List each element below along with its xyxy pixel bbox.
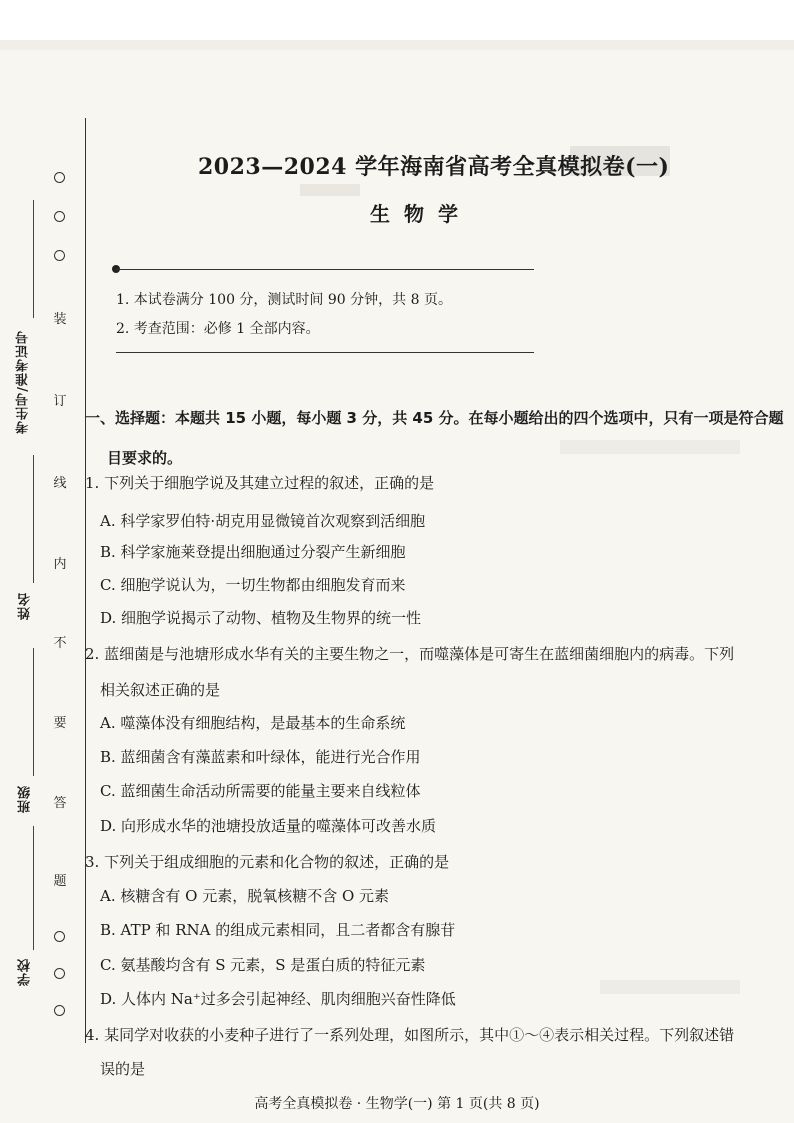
notes-bottom-rule — [116, 352, 534, 353]
notes-top-rule — [116, 269, 534, 270]
seal-char: 答 — [53, 796, 67, 811]
class-fill-line — [33, 648, 34, 776]
school-label: 学校 — [18, 958, 33, 986]
binding-circle — [54, 172, 65, 183]
question-stem-continued: 相关叙述正确的是 — [100, 681, 221, 699]
seal-char: 装 — [53, 312, 67, 327]
section-heading-line: 一、选择题：本题共 15 小题，每小题 3 分，共 45 分。在每小题给出的四个选项中，只有一项是符合题 — [85, 409, 784, 427]
note-line: 1. 本试卷满分 100 分，测试时间 90 分钟，共 8 页。 — [116, 292, 452, 308]
binding-circle — [54, 250, 65, 261]
question-option: A. 噬藻体没有细胞结构，是最基本的生命系统 — [100, 714, 406, 732]
question-stem: 1. 下列关于细胞学说及其建立过程的叙述，正确的是 — [85, 474, 435, 492]
section-heading-line: 目要求的。 — [107, 449, 183, 467]
seal-char: 线 — [53, 476, 67, 491]
exam-title: 2023—2024 学年海南省高考全真模拟卷(一) — [198, 154, 670, 180]
question-option: C. 氨基酸均含有 S 元素，S 是蛋白质的特征元素 — [100, 956, 426, 974]
question-stem: 3. 下列关于组成细胞的元素和化合物的叙述，正确的是 — [85, 853, 450, 871]
question-option: D. 细胞学说揭示了动物、植物及生物界的统一性 — [100, 609, 422, 627]
question-option: D. 向形成水华的池塘投放适量的噬藻体可改善水质 — [100, 817, 437, 835]
binding-circle — [54, 931, 65, 942]
question-stem-continued: 误的是 — [100, 1060, 146, 1078]
school-fill-line — [33, 826, 34, 950]
question-stem: 2. 蓝细菌是与池塘形成水华有关的主要生物之一，而噬藻体是可寄生在蓝细菌细胞内的病毒。下列 — [85, 645, 735, 663]
subject-title: 生物学 — [370, 202, 472, 226]
scan-shadow — [0, 40, 794, 50]
bleed-through — [300, 184, 360, 196]
seal-char: 题 — [53, 874, 67, 889]
seal-char: 不 — [53, 636, 67, 651]
section-heading — [85, 398, 785, 478]
exam-id-label: 考生号/准考证号 — [16, 330, 31, 434]
seal-char: 内 — [53, 557, 67, 572]
question-option: B. 蓝细菌含有藻蓝素和叶绿体，能进行光合作用 — [100, 748, 421, 766]
question-option: D. 人体内 Na⁺过多会引起神经、肌肉细胞兴奋性降低 — [100, 990, 456, 1008]
question-option: B. ATP 和 RNA 的组成元素相同，且二者都含有腺苷 — [100, 921, 456, 939]
name-fill-line — [33, 455, 34, 583]
note-line: 2. 考查范围：必修 1 全部内容。 — [116, 321, 320, 337]
class-label: 班级 — [18, 785, 33, 813]
question-option: C. 蓝细菌生命活动所需要的能量主要来自线粒体 — [100, 782, 421, 800]
seal-char: 要 — [53, 716, 67, 731]
name-label: 姓名 — [18, 592, 33, 620]
question-stem: 4. 某同学对收获的小麦种子进行了一系列处理，如图所示，其中①～④表示相关过程。下列叙述错 — [85, 1026, 735, 1044]
binding-circle — [54, 1005, 65, 1016]
binding-line — [85, 118, 86, 1043]
seal-char: 订 — [53, 394, 67, 409]
exam-id-fill-line — [33, 200, 34, 318]
binding-circle — [54, 211, 65, 222]
question-option: A. 核糖含有 O 元素，脱氧核糖不含 O 元素 — [100, 887, 390, 905]
bleed-through — [600, 980, 740, 994]
binding-margin — [0, 48, 80, 1123]
question-option: B. 科学家施莱登提出细胞通过分裂产生新细胞 — [100, 543, 406, 561]
question-option: C. 细胞学说认为，一切生物都由细胞发育而来 — [100, 576, 406, 594]
page-footer: 高考全真模拟卷 · 生物学(一) 第 1 页(共 8 页) — [254, 1096, 540, 1112]
binding-circle — [54, 968, 65, 979]
question-option: A. 科学家罗伯特·胡克用显微镜首次观察到活细胞 — [100, 512, 426, 530]
